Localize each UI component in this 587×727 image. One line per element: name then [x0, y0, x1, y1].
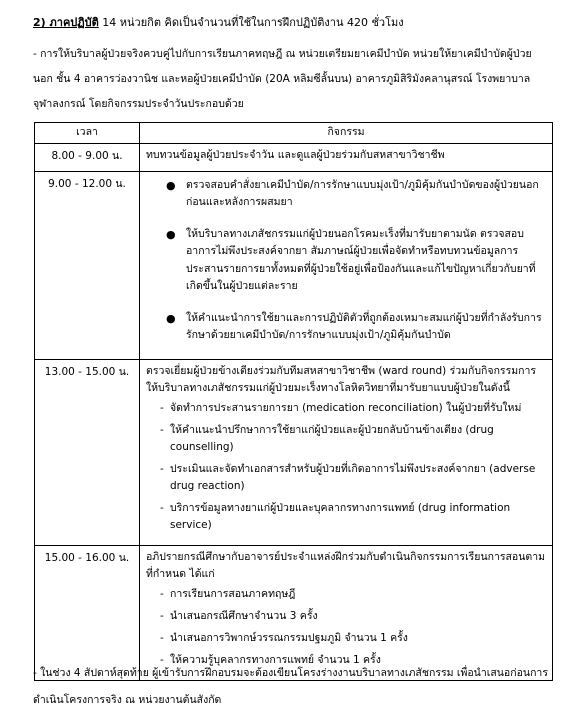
footer-paragraph: - ในช่วง 4 สัปดาห์สุดท้าย ผู้เข้ารับการฝึกอบรมจะต้องเขียนโครงร่างงานบริบาลทางเภสัชกรรม เพื่อนำเสนอก่อนการดำเนินโครงการจริง ณ หน่วยงานต้นสังกัด — [33, 667, 548, 706]
intro-paragraph: - การให้บริบาลผู้ป่วยจริงควบคู่ไปกับการเรียนภาคทฤษฎี ณ หน่วยเตรียมยาเคมีบำบัด หน่วยให้ยาเคมีบำบัดผู้ป่วยนอก ชั้น 4 อาคารว่องวานิช และหอผู้ป่วยเคมีบำบัด (20A หลิมซีลั้นบน) อาคารภูมิสิริมังคลานุสรณ์ โรงพยาบาลจุฬาลงกรณ์ โดยกิจกรรมประจำวันประกอบด้วย — [33, 48, 532, 110]
list-item: - บริการข้อมูลทางยาแก่ผู้ป่วยและบุคลากรทางการแพทย์ (drug information service) — [160, 501, 511, 531]
list-item-text: ให้คำแนะนำการใช้ยาและการปฏิบัติตัวที่ถูกต้องเหมาะสมแก่ผู้ป่วยที่กำลังรับการรักษาด้วยยาเคมีบำบัด/การรักษาแบบมุ่งเป้า/ภูมิคุ้มกันบำบัด — [186, 311, 542, 341]
bullet-icon: ● — [166, 227, 176, 241]
row-time: 13.00 - 15.00 น. — [35, 359, 140, 545]
list-item: - การเรียนการสอนภาคทฤษฎี — [160, 587, 296, 600]
activity-text: อภิปรายกรณีศึกษากับอาจารย์ประจำแหล่งฝึกร่วมกับดำเนินกิจกรรมการเรียนการสอนตามที่กำหนด ได้แก่ — [146, 550, 546, 580]
list-item-text: นำเสนอกรณีศึกษาจำนวน 3 ครั้ง — [170, 609, 318, 622]
header-time: เวลา — [35, 123, 140, 144]
row-activity — [140, 171, 553, 359]
table-row — [35, 359, 553, 545]
section-heading — [33, 13, 404, 31]
list-item-text: ตรวจสอบคำสั่งยาเคมีบำบัด/การรักษาแบบมุ่งเป้า/ภูมิคุ้มกันบำบัดของผู้ป่วยนอกก่อนและหลังการผสมยา — [186, 178, 539, 208]
list-item — [166, 226, 548, 296]
section-heading-number: 2) ภาคปฏิบัติ — [33, 16, 99, 29]
table-header-row — [35, 123, 553, 144]
list-item — [166, 177, 548, 212]
bullet-icon: ● — [166, 178, 176, 192]
list-item-text: ให้บริบาลทางเภสัชกรรมแก่ผู้ป่วยนอกโรคมะเร็งที่มารับยาตามนัด ตรวจสอบอาการไม่พึงประสงค์จากยา สัมภาษณ์ผู้ป่วยเพื่อจัดทำหรือทบทวนข้อมูลการประสานรายการยาทั้งหมดที่ผู้ป่วยใช้อยู่เพื่อป้องกันและแก้ไขปัญหาเกี่ยวกับยาที่เกิดขึ้นในผู้ป่วยแต่ละราย — [186, 227, 536, 292]
list-item-text: จัดทำการประสานรายการยา (medication reconciliation) ในผู้ป่วยที่รับใหม่ — [170, 401, 522, 414]
list-item-text: ให้ความรู้บุคลากรทางการแพทย์ จำนวน 1 ครั้ง — [170, 653, 381, 666]
list-item: - นำเสนอการวิพากษ์วรรณกรรมปฐมภูมิ จำนวน 1 ครั้ง — [160, 631, 408, 644]
section-heading-text: 14 หน่วยกิต คิดเป็นจำนวนที่ใช้ในการฝึกปฏิบัติงาน 420 ชั่วโมง — [98, 16, 404, 29]
list-item — [166, 310, 548, 345]
row-time: 15.00 - 16.00 น. — [35, 545, 140, 680]
activity-bullet-list — [146, 177, 548, 345]
list-item-text: ประเมินและจัดทำเอกสารสำหรับผู้ป่วยที่เกิดอาการไม่พึงประสงค์จากยา (adverse drug reaction) — [170, 462, 536, 492]
row-activity — [140, 144, 553, 172]
activity-text: ตรวจเยี่ยมผู้ป่วยข้างเตียงร่วมกับทีมสหสาขาวิชาชีพ (ward round) ร่วมกับกิจกรรมการให้บริบาลทางเภสัชกรรมแก่ผู้ป่วยมะเร็งทางโลหิตวิทยาที่มารับยาแบบผู้ป่วยในดังนี้ — [146, 364, 537, 394]
list-item-text: การเรียนการสอนภาคทฤษฎี — [170, 587, 296, 600]
list-item: - ให้คำแนะนำปรึกษาการใช้ยาแก่ผู้ป่วยและผู้ป่วยกลับบ้านข้างเตียง (drug counselling) — [160, 423, 494, 453]
list-item-text: บริการข้อมูลทางยาแก่ผู้ป่วยและบุคลากรทางการแพทย์ (drug information service) — [170, 501, 511, 531]
list-item-text: ให้คำแนะนำปรึกษาการใช้ยาแก่ผู้ป่วยและผู้ป่วยกลับบ้านข้างเตียง (drug counselling) — [170, 423, 494, 453]
row-time: 9.00 - 12.00 น. — [35, 171, 140, 359]
list-item: - ให้ความรู้บุคลากรทางการแพทย์ จำนวน 1 ครั้ง — [160, 653, 381, 666]
activity-dash-list — [146, 586, 548, 669]
row-time: 8.00 - 9.00 น. — [35, 144, 140, 172]
bullet-icon: ● — [166, 311, 176, 325]
row-activity — [140, 359, 553, 545]
list-item-text: นำเสนอการวิพากษ์วรรณกรรมปฐมภูมิ จำนวน 1 ครั้ง — [170, 631, 408, 644]
schedule-table — [34, 122, 553, 681]
list-item: - นำเสนอกรณีศึกษาจำนวน 3 ครั้ง — [160, 609, 318, 622]
list-item: - ประเมินและจัดทำเอกสารสำหรับผู้ป่วยที่เกิดอาการไม่พึงประสงค์จากยา (adverse drug reaction) — [160, 462, 536, 492]
header-activity: กิจกรรม — [140, 123, 553, 144]
activity-text: ทบทวนข้อมูลผู้ป่วยประจำวัน และดูแลผู้ป่วยร่วมกับสหสาขาวิชาชีพ — [146, 149, 445, 161]
table-row — [35, 144, 553, 172]
list-item: - จัดทำการประสานรายการยา (medication reconciliation) ในผู้ป่วยที่รับใหม่ — [160, 401, 522, 414]
table-row — [35, 171, 553, 359]
activity-dash-list — [146, 400, 548, 534]
